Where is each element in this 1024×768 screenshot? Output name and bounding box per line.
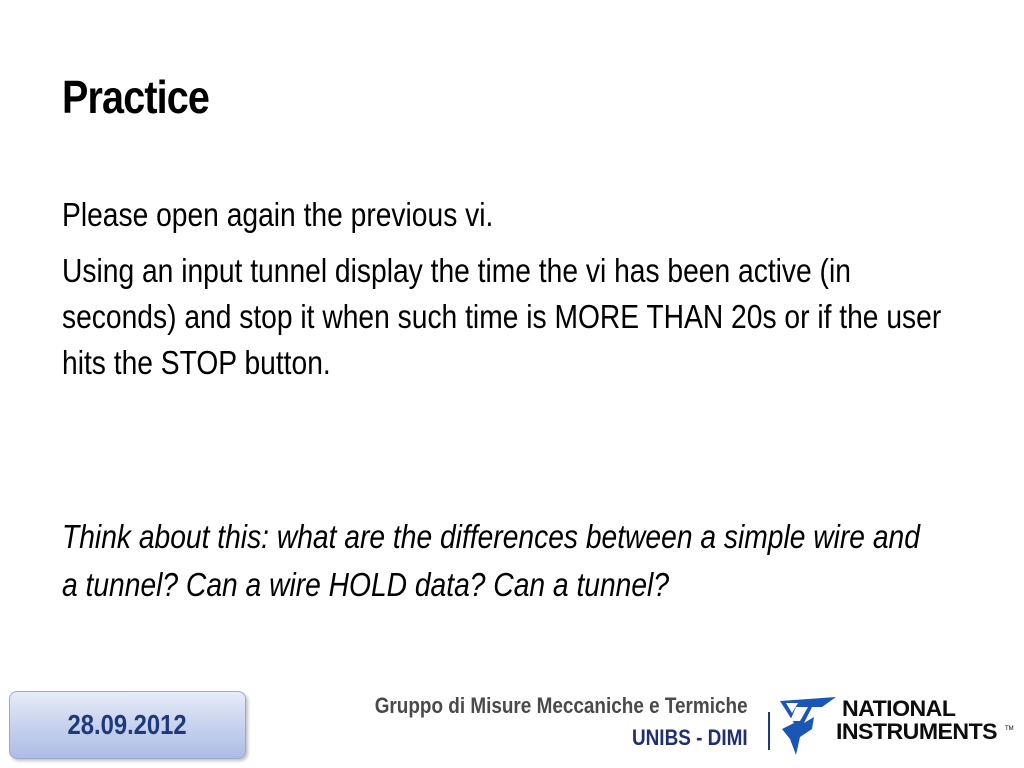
paragraph-open-vi: Please open again the previous vi. — [62, 196, 494, 233]
logo-wordmark — [836, 696, 998, 744]
footer-dept: UNIBS - DIMI — [632, 725, 748, 750]
think-about-text: Think about this: what are the differences between a simple wire and a tunnel? Can a wire HOLD data? Can a tunnel? — [62, 518, 920, 603]
national-instruments-eagle-icon — [778, 693, 838, 757]
date-label — [9, 691, 246, 759]
date-text: 28.09.2012 — [67, 709, 188, 740]
trademark-mark: TM — [1005, 726, 1014, 732]
footer-credits — [314, 690, 748, 754]
logo-line1: NATIONAL — [842, 696, 956, 721]
slide-body — [62, 192, 951, 396]
logo-line2: INSTRUMENTS — [836, 719, 998, 744]
footer-divider — [768, 712, 770, 750]
slide-title: Practice — [62, 71, 210, 123]
footer-group: Gruppo di Misure Meccaniche e Termiche — [375, 693, 748, 718]
paragraph-instructions: Using an input tunnel display the time the vi has been active (in seconds) and stop it when such time is MORE THAN 20s or if the user hits the STOP button. — [62, 252, 942, 381]
national-instruments-logo — [778, 693, 1018, 757]
